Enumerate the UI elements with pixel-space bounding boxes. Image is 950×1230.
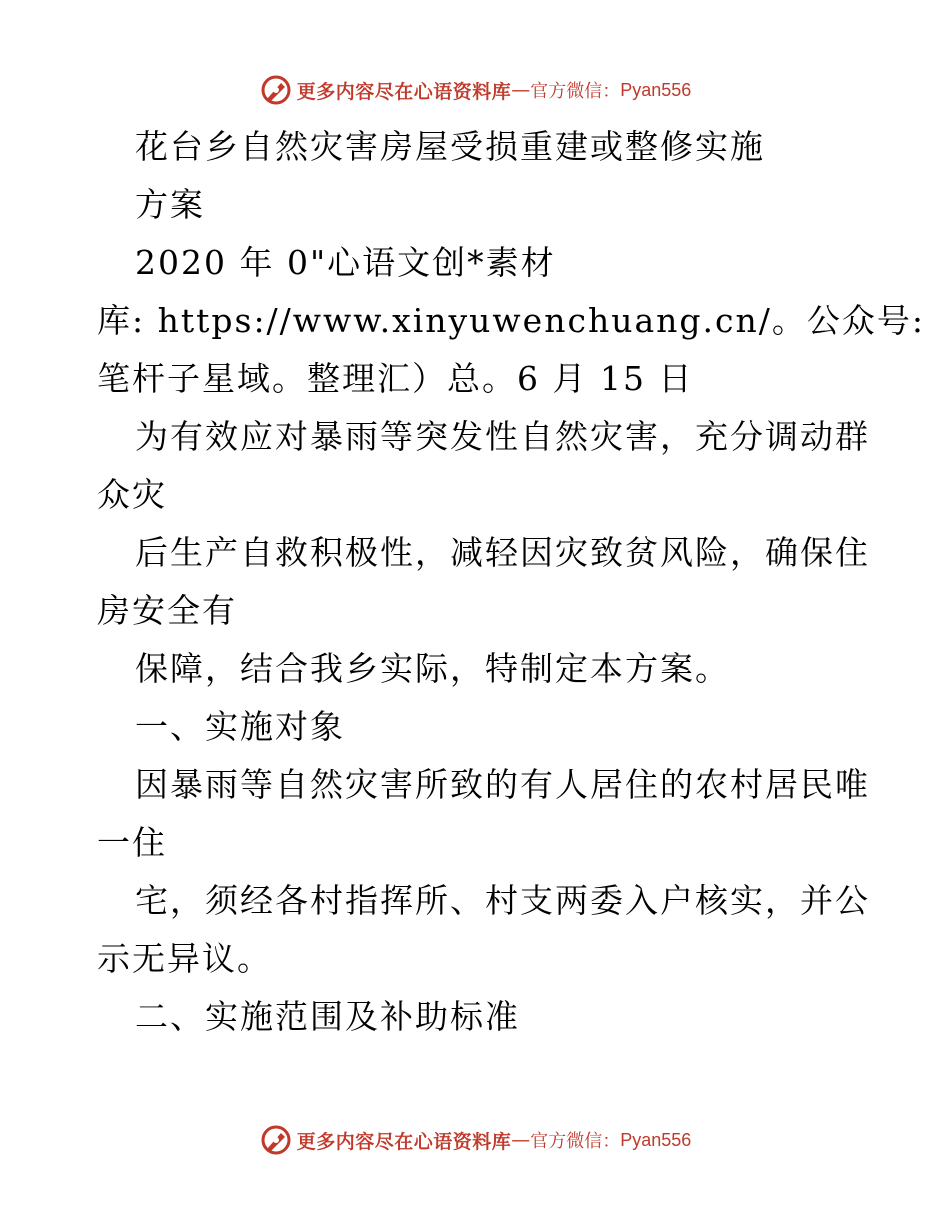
section-heading: 一、实施对象 — [135, 707, 345, 746]
paragraph-line: 房安全有 — [97, 591, 237, 630]
section-heading: 二、实施范围及补助标准 — [135, 997, 520, 1036]
document-date-line: 2020 年 0"心语文创*素材 — [135, 243, 556, 282]
banner-wechat-label: 官方微信： — [530, 1131, 621, 1152]
document-body — [97, 118, 925, 1046]
banner-brand-text: 更多内容尽在心语资料库 — [296, 1130, 512, 1153]
document-title: 花台乡自然灾害房屋受损重建或整修实施 — [135, 127, 765, 166]
document-title-continued: 方案 — [135, 185, 205, 224]
paragraph-line: 后生产自救积极性，减轻因灾致贫风险，确保住 — [135, 533, 870, 572]
banner-separator: — — [511, 1129, 531, 1151]
paragraph-line: 众灾 — [97, 475, 167, 514]
banner-separator: — — [511, 79, 531, 101]
paragraph-line: 保障，结合我乡实际，特制定本方案。 — [135, 649, 730, 688]
banner-wechat-id: Pyan556 — [620, 1129, 692, 1150]
pen-logo-icon — [259, 73, 293, 107]
paragraph-line: 为有效应对暴雨等突发性自然灾害，充分调动群 — [135, 417, 870, 456]
footer-banner — [0, 1120, 950, 1160]
paragraph-line: 因暴雨等自然灾害所致的有人居住的农村居民唯 — [135, 765, 870, 804]
paragraph-line: 宅，须经各村指挥所、村支两委入户核实，并公 — [135, 881, 870, 920]
banner-wechat-id: Pyan556 — [620, 79, 692, 100]
header-banner — [0, 70, 950, 110]
paragraph-line: 一住 — [97, 823, 167, 862]
document-source-line: 笔杆子星域。整理汇）总。6 月 15 日 — [97, 359, 694, 398]
banner-brand-text: 更多内容尽在心语资料库 — [296, 80, 512, 103]
pen-logo-icon — [259, 1123, 293, 1157]
document-url-line: 库: https://www.xinyuwenchuang.cn/。公众号: — [97, 301, 925, 340]
banner-wechat-label: 官方微信： — [530, 81, 621, 102]
paragraph-line: 示无异议。 — [97, 939, 272, 978]
